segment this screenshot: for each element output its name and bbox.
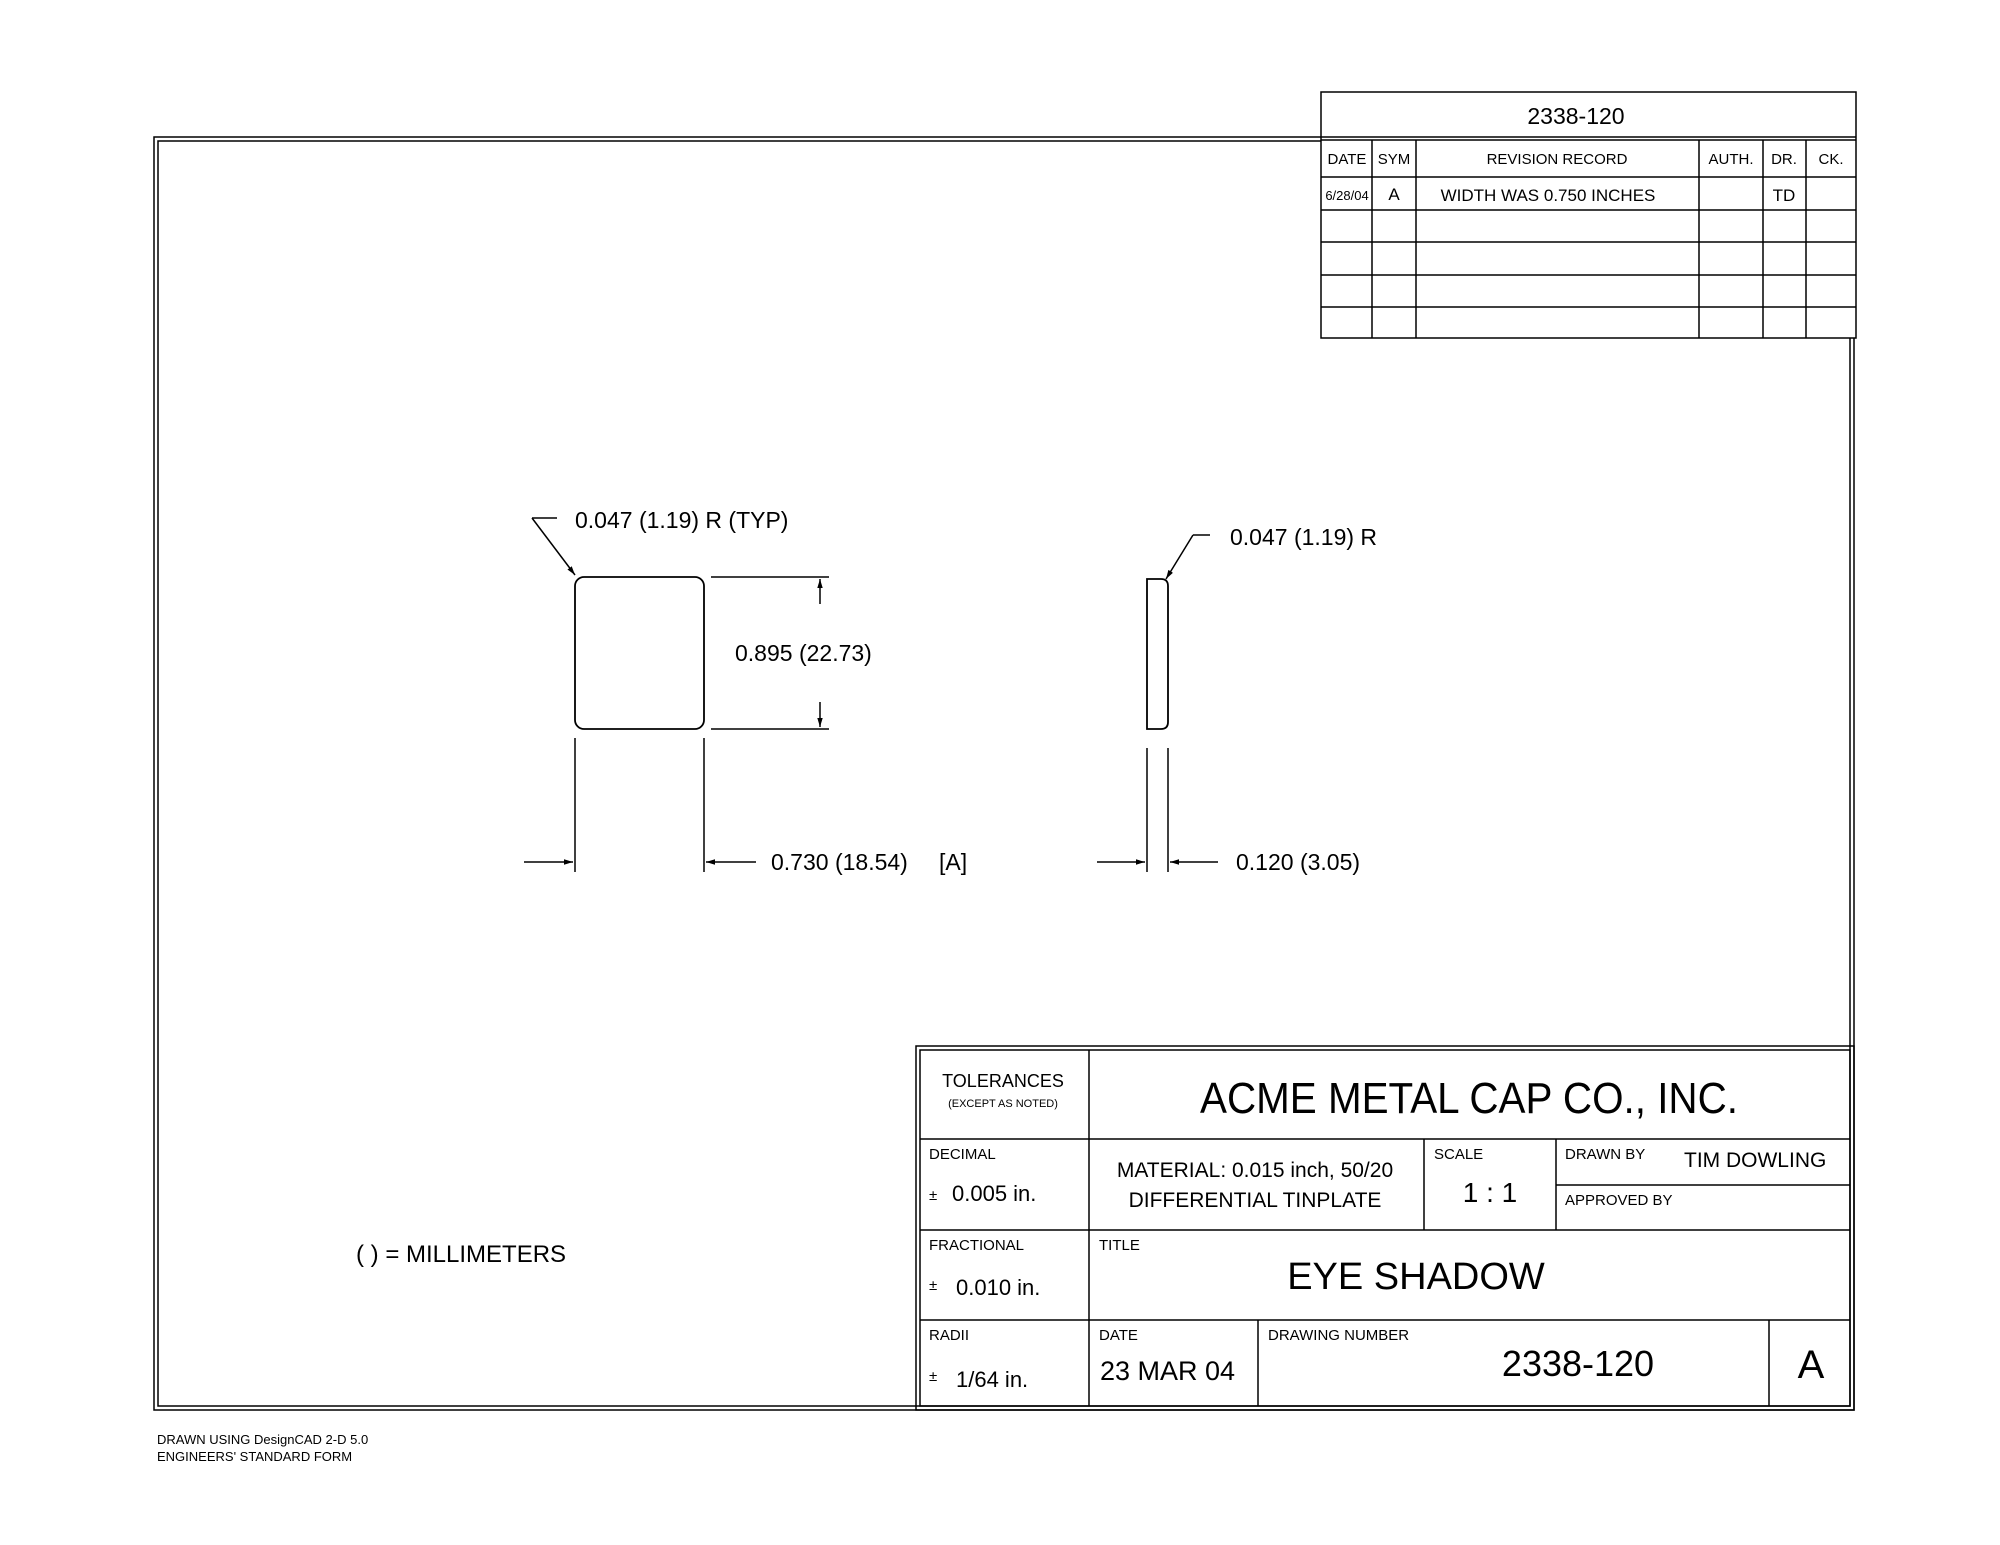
- decimal-label: DECIMAL: [929, 1146, 996, 1163]
- radii-plus-minus: ±: [929, 1368, 938, 1385]
- scale-label: SCALE: [1434, 1146, 1484, 1163]
- company-name: ACME METAL CAP CO., INC.: [1200, 1074, 1738, 1123]
- drawing-number-label: DRAWING NUMBER: [1268, 1327, 1410, 1344]
- rev-row-sym: A: [1388, 185, 1400, 204]
- drawn-by-value: TIM DOWLING: [1684, 1149, 1827, 1172]
- drawn-by-label: DRAWN BY: [1565, 1146, 1646, 1163]
- front-view-part: [575, 577, 704, 729]
- side-radius-label: 0.047 (1.19) R: [1230, 524, 1378, 550]
- side-view-part: [1147, 579, 1168, 729]
- rev-header-record: REVISION RECORD: [1486, 151, 1628, 168]
- approved-by-label: APPROVED BY: [1565, 1192, 1673, 1209]
- width-label: 0.730 (18.54): [771, 849, 908, 875]
- scale-value: 1 : 1: [1462, 1177, 1518, 1208]
- rev-header-ck: CK.: [1818, 151, 1844, 168]
- front-radius-label: 0.047 (1.19) R (TYP): [575, 507, 789, 533]
- units-note: ( ) = MILLIMETERS: [356, 1241, 567, 1268]
- revision-letter: A: [1797, 1343, 1825, 1387]
- radii-value: 1/64 in.: [956, 1367, 1029, 1392]
- rev-header-auth: AUTH.: [1708, 151, 1754, 168]
- rev-row-date: 6/28/04: [1325, 188, 1369, 203]
- date-value: 23 MAR 04: [1100, 1356, 1236, 1386]
- width-dimension: [524, 738, 756, 872]
- date-label: DATE: [1099, 1327, 1138, 1344]
- title-label: TITLE: [1099, 1237, 1140, 1254]
- fractional-plus-minus: ±: [929, 1277, 938, 1294]
- footer-line-2: ENGINEERS' STANDARD FORM: [157, 1449, 353, 1464]
- fractional-value: 0.010 in.: [956, 1275, 1041, 1300]
- thickness-label: 0.120 (3.05): [1236, 849, 1361, 875]
- front-radius-leader: [532, 518, 575, 575]
- title-value: EYE SHADOW: [1287, 1256, 1545, 1298]
- height-label: 0.895 (22.73): [735, 640, 872, 666]
- rev-row-dr: TD: [1772, 186, 1796, 205]
- rev-header-sym: SYM: [1377, 151, 1411, 168]
- material-line-2: DIFFERENTIAL TINPLATE: [1128, 1189, 1382, 1212]
- footer-line-1: DRAWN USING DesignCAD 2-D 5.0: [157, 1432, 369, 1447]
- tolerances-label: TOLERANCES: [942, 1071, 1064, 1091]
- side-radius-leader: [1166, 535, 1210, 579]
- thickness-dimension: [1097, 748, 1218, 872]
- rev-row-record: WIDTH WAS 0.750 INCHES: [1440, 186, 1656, 205]
- decimal-value: 0.005 in.: [952, 1181, 1037, 1206]
- decimal-plus-minus: ±: [929, 1187, 938, 1204]
- tolerances-sublabel: (EXCEPT AS NOTED): [948, 1098, 1058, 1110]
- fractional-label: FRACTIONAL: [929, 1237, 1025, 1254]
- rev-header-dr: DR.: [1771, 151, 1797, 168]
- material-line-1: MATERIAL: 0.015 inch, 50/20: [1116, 1159, 1394, 1182]
- radii-label: RADII: [929, 1327, 970, 1344]
- revision-block-drawing-ref: 2338-120: [1527, 103, 1625, 129]
- width-revision-flag: [A]: [939, 849, 968, 875]
- rev-header-date: DATE: [1327, 151, 1367, 168]
- drawing-number-value: 2338-120: [1501, 1343, 1655, 1384]
